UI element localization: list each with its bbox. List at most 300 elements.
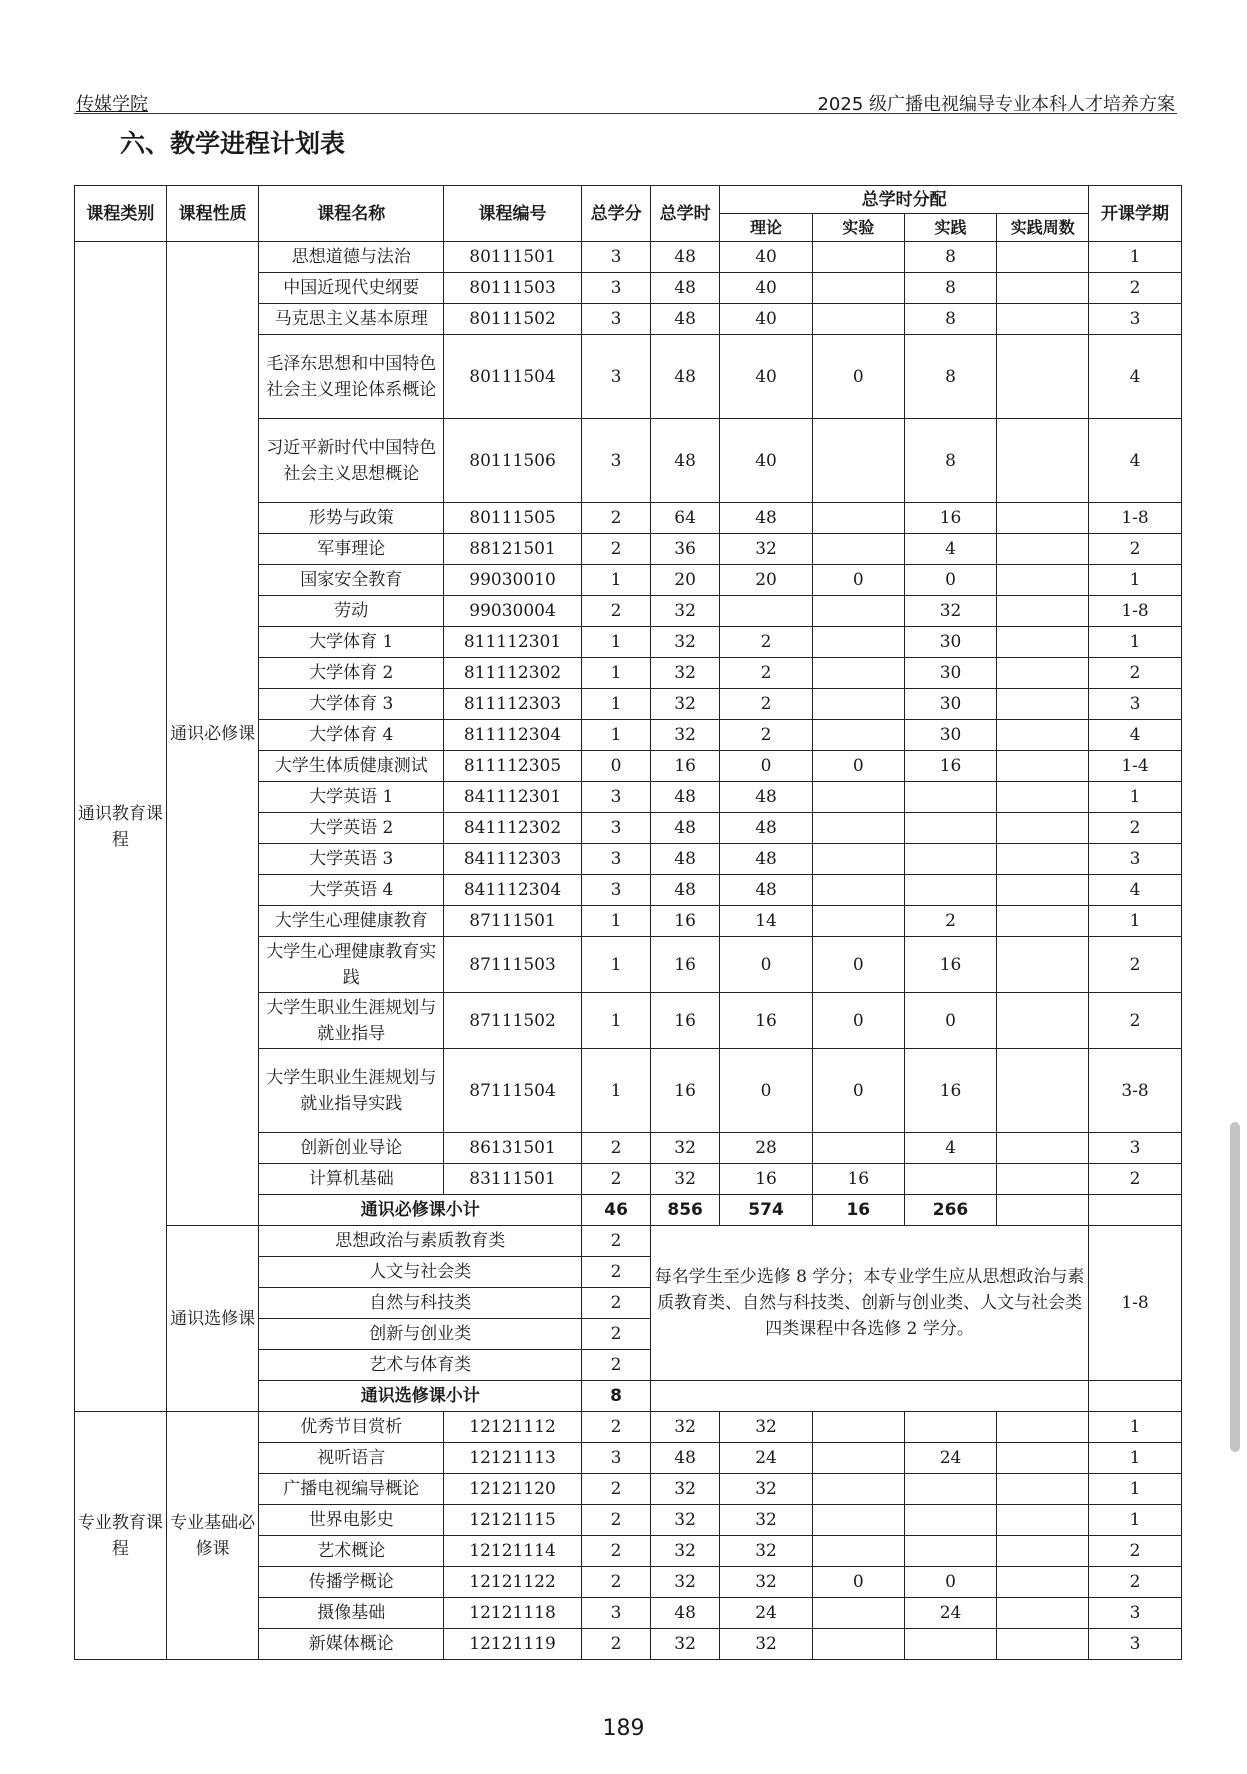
course-practice: 0 (904, 1567, 997, 1598)
course-semester: 3 (1089, 844, 1182, 875)
course-name: 大学英语 1 (259, 782, 444, 813)
course-hours: 16 (651, 1049, 720, 1133)
course-hours: 32 (651, 596, 720, 627)
course-weeks (997, 720, 1089, 751)
col-header-distribution: 总学时分配 (720, 186, 1089, 214)
course-name: 军事理论 (259, 534, 444, 565)
course-experiment: 0 (812, 565, 904, 596)
course-weeks (997, 304, 1089, 335)
course-theory: 0 (720, 751, 813, 782)
course-code: 12121113 (443, 1443, 581, 1474)
course-hours: 36 (651, 534, 720, 565)
course-experiment (812, 242, 904, 273)
course-hours: 16 (651, 751, 720, 782)
course-practice: 8 (904, 242, 997, 273)
course-name: 形势与政策 (259, 503, 444, 534)
course-name: 优秀节目赏析 (259, 1412, 444, 1443)
course-hours: 16 (651, 937, 720, 993)
course-name: 大学生职业生涯规划与就业指导实践 (259, 1049, 444, 1133)
course-practice (904, 875, 997, 906)
col-header-credits: 总学分 (582, 186, 651, 242)
course-theory: 40 (720, 419, 813, 503)
course-practice: 4 (904, 1133, 997, 1164)
course-hours: 32 (651, 1536, 720, 1567)
course-practice: 30 (904, 658, 997, 689)
course-theory: 40 (720, 242, 813, 273)
course-experiment (812, 1598, 904, 1629)
course-theory: 2 (720, 689, 813, 720)
section-title: 六、教学进程计划表 (120, 129, 346, 158)
course-theory: 16 (720, 993, 813, 1049)
course-weeks (997, 419, 1089, 503)
course-experiment (812, 273, 904, 304)
course-weeks (997, 1536, 1089, 1567)
course-theory: 20 (720, 565, 813, 596)
course-hours: 32 (651, 1164, 720, 1195)
course-code: 87111502 (443, 993, 581, 1049)
course-name: 创新创业导论 (259, 1133, 444, 1164)
subtotal-label: 通识选修课小计 (259, 1381, 582, 1412)
course-hours: 32 (651, 1505, 720, 1536)
course-name: 新媒体概论 (259, 1629, 444, 1660)
course-semester: 4 (1089, 720, 1182, 751)
course-code: 12121119 (443, 1629, 581, 1660)
course-credits: 2 (582, 1474, 651, 1505)
course-weeks (997, 875, 1089, 906)
course-experiment (812, 1629, 904, 1660)
elective-category-name: 艺术与体育类 (259, 1350, 582, 1381)
nature-general-required: 通识必修课 (166, 242, 259, 1226)
col-header-practice-weeks: 实践周数 (997, 214, 1089, 242)
course-credits: 3 (582, 844, 651, 875)
col-header-experiment: 实验 (812, 214, 904, 242)
scrollbar-thumb[interactable] (1230, 1122, 1240, 1452)
elective-category-name: 自然与科技类 (259, 1288, 582, 1319)
course-credits: 2 (582, 596, 651, 627)
course-credits: 2 (582, 1536, 651, 1567)
course-semester: 3 (1089, 1598, 1182, 1629)
course-code: 841112304 (443, 875, 581, 906)
course-name: 大学体育 3 (259, 689, 444, 720)
course-credits: 1 (582, 565, 651, 596)
course-name: 计算机基础 (259, 1164, 444, 1195)
course-practice: 8 (904, 335, 997, 419)
course-theory: 48 (720, 782, 813, 813)
course-semester: 1 (1089, 627, 1182, 658)
course-weeks (997, 1505, 1089, 1536)
table-body (75, 242, 1182, 1660)
course-practice (904, 844, 997, 875)
course-weeks (997, 813, 1089, 844)
course-experiment (812, 720, 904, 751)
course-code: 811112303 (443, 689, 581, 720)
course-weeks (997, 1412, 1089, 1443)
course-practice: 30 (904, 689, 997, 720)
course-experiment (812, 1133, 904, 1164)
course-practice (904, 1412, 997, 1443)
course-hours: 32 (651, 1133, 720, 1164)
subtotal-credits: 46 (582, 1195, 651, 1226)
course-code: 811112302 (443, 658, 581, 689)
course-semester: 2 (1089, 658, 1182, 689)
course-semester: 1 (1089, 1443, 1182, 1474)
course-weeks (997, 565, 1089, 596)
col-header-nature: 课程性质 (166, 186, 259, 242)
course-practice: 2 (904, 906, 997, 937)
course-hours: 16 (651, 906, 720, 937)
course-code: 80111503 (443, 273, 581, 304)
course-credits: 1 (582, 937, 651, 993)
course-theory: 40 (720, 273, 813, 304)
course-name: 大学生职业生涯规划与就业指导 (259, 993, 444, 1049)
course-code: 87111503 (443, 937, 581, 993)
elective-credits: 2 (582, 1288, 651, 1319)
course-code: 80111501 (443, 242, 581, 273)
course-theory: 0 (720, 937, 813, 993)
course-experiment: 16 (812, 1164, 904, 1195)
course-code: 99030010 (443, 565, 581, 596)
course-hours: 48 (651, 1598, 720, 1629)
course-name: 传播学概论 (259, 1567, 444, 1598)
course-code: 88121501 (443, 534, 581, 565)
course-semester: 1-4 (1089, 751, 1182, 782)
course-weeks (997, 782, 1089, 813)
course-theory: 32 (720, 1505, 813, 1536)
course-credits: 3 (582, 1598, 651, 1629)
course-experiment (812, 503, 904, 534)
course-semester: 2 (1089, 993, 1182, 1049)
course-name: 世界电影史 (259, 1505, 444, 1536)
course-practice: 16 (904, 751, 997, 782)
subtotal-credits: 8 (582, 1381, 651, 1412)
course-semester: 3 (1089, 304, 1182, 335)
course-semester: 1 (1089, 242, 1182, 273)
course-practice: 4 (904, 534, 997, 565)
course-name: 中国近现代史纲要 (259, 273, 444, 304)
course-hours: 48 (651, 273, 720, 304)
course-code: 80111506 (443, 419, 581, 503)
course-weeks (997, 906, 1089, 937)
course-code: 99030004 (443, 596, 581, 627)
course-experiment (812, 1536, 904, 1567)
course-credits: 3 (582, 419, 651, 503)
elective-category-name: 思想政治与素质教育类 (259, 1226, 582, 1257)
empty-cell (1089, 1195, 1182, 1226)
course-practice: 24 (904, 1443, 997, 1474)
course-theory: 40 (720, 304, 813, 335)
course-practice (904, 1474, 997, 1505)
course-name: 大学体育 1 (259, 627, 444, 658)
course-code: 80111505 (443, 503, 581, 534)
course-code: 811112304 (443, 720, 581, 751)
course-code: 811112301 (443, 627, 581, 658)
elective-credits: 2 (582, 1226, 651, 1257)
course-practice (904, 1505, 997, 1536)
course-semester: 2 (1089, 1536, 1182, 1567)
course-credits: 2 (582, 1412, 651, 1443)
course-semester: 1-8 (1089, 596, 1182, 627)
col-header-theory: 理论 (720, 214, 813, 242)
course-hours: 32 (651, 1629, 720, 1660)
course-practice: 8 (904, 304, 997, 335)
course-semester: 4 (1089, 419, 1182, 503)
course-theory: 32 (720, 1567, 813, 1598)
nature-general-elective: 通识选修课 (166, 1226, 259, 1412)
course-hours: 32 (651, 720, 720, 751)
table-row (75, 1412, 1182, 1443)
subtotal-practice: 266 (904, 1195, 997, 1226)
course-theory: 2 (720, 658, 813, 689)
course-theory: 40 (720, 335, 813, 419)
course-code: 80111504 (443, 335, 581, 419)
course-credits: 1 (582, 993, 651, 1049)
course-experiment (812, 813, 904, 844)
course-hours: 20 (651, 565, 720, 596)
category-general: 通识教育课程 (75, 242, 167, 1412)
course-credits: 2 (582, 1567, 651, 1598)
course-experiment (812, 658, 904, 689)
course-semester: 3-8 (1089, 1049, 1182, 1133)
course-practice: 16 (904, 1049, 997, 1133)
course-name: 大学生心理健康教育实践 (259, 937, 444, 993)
course-practice: 24 (904, 1598, 997, 1629)
course-credits: 2 (582, 1505, 651, 1536)
course-credits: 1 (582, 1049, 651, 1133)
course-credits: 3 (582, 813, 651, 844)
course-semester: 2 (1089, 813, 1182, 844)
course-credits: 1 (582, 906, 651, 937)
course-semester: 3 (1089, 1133, 1182, 1164)
course-name: 思想道德与法治 (259, 242, 444, 273)
course-semester: 4 (1089, 335, 1182, 419)
elective-credits: 2 (582, 1319, 651, 1350)
subtotal-hours: 856 (651, 1195, 720, 1226)
course-experiment (812, 596, 904, 627)
course-hours: 32 (651, 1567, 720, 1598)
course-semester: 4 (1089, 875, 1182, 906)
course-weeks (997, 1629, 1089, 1660)
course-theory: 32 (720, 1474, 813, 1505)
col-header-category: 课程类别 (75, 186, 167, 242)
course-theory: 16 (720, 1164, 813, 1195)
teaching-plan-table (74, 185, 1182, 1660)
course-weeks (997, 503, 1089, 534)
course-name: 广播电视编导概论 (259, 1474, 444, 1505)
course-weeks (997, 1567, 1089, 1598)
course-practice: 0 (904, 993, 997, 1049)
course-semester: 1 (1089, 1412, 1182, 1443)
course-code: 83111501 (443, 1164, 581, 1195)
course-credits: 2 (582, 1164, 651, 1195)
course-experiment (812, 1474, 904, 1505)
course-credits: 3 (582, 273, 651, 304)
empty-cell (1089, 1381, 1182, 1412)
course-weeks (997, 596, 1089, 627)
course-name: 大学生体质健康测试 (259, 751, 444, 782)
course-experiment (812, 627, 904, 658)
course-experiment: 0 (812, 1049, 904, 1133)
course-theory (720, 596, 813, 627)
course-code: 841112302 (443, 813, 581, 844)
course-credits: 1 (582, 689, 651, 720)
course-hours: 32 (651, 1474, 720, 1505)
course-name: 大学英语 4 (259, 875, 444, 906)
course-name: 视听语言 (259, 1443, 444, 1474)
course-hours: 48 (651, 242, 720, 273)
course-semester: 2 (1089, 534, 1182, 565)
course-credits: 3 (582, 242, 651, 273)
header-divider (74, 113, 1177, 114)
course-practice (904, 1536, 997, 1567)
course-weeks (997, 658, 1089, 689)
course-hours: 64 (651, 503, 720, 534)
category-professional: 专业教育课程 (75, 1412, 167, 1660)
course-code: 811112305 (443, 751, 581, 782)
course-credits: 1 (582, 627, 651, 658)
course-theory: 2 (720, 720, 813, 751)
course-theory: 32 (720, 1629, 813, 1660)
course-hours: 48 (651, 875, 720, 906)
course-weeks (997, 937, 1089, 993)
course-weeks (997, 242, 1089, 273)
course-weeks (997, 335, 1089, 419)
course-practice: 0 (904, 565, 997, 596)
table-header-row (75, 186, 1182, 214)
course-code: 86131501 (443, 1133, 581, 1164)
header-program-title: 2025 级广播电视编导专业本科人才培养方案 (817, 94, 1175, 115)
course-credits: 1 (582, 720, 651, 751)
course-credits: 2 (582, 1629, 651, 1660)
course-weeks (997, 751, 1089, 782)
course-code: 87111501 (443, 906, 581, 937)
course-theory: 28 (720, 1133, 813, 1164)
course-name: 摄像基础 (259, 1598, 444, 1629)
empty-cell (997, 1195, 1089, 1226)
col-header-hours: 总学时 (651, 186, 720, 242)
course-semester: 1 (1089, 782, 1182, 813)
elective-note: 每名学生至少选修 8 学分；本专业学生应从思想政治与素质教育类、自然与科技类、创新与创业类、人文与社会类四类课程中各选修 2 学分。 (651, 1226, 1089, 1381)
course-weeks (997, 1164, 1089, 1195)
course-practice: 30 (904, 627, 997, 658)
course-credits: 3 (582, 782, 651, 813)
course-hours: 32 (651, 627, 720, 658)
course-experiment (812, 1412, 904, 1443)
course-experiment: 0 (812, 1567, 904, 1598)
course-weeks (997, 844, 1089, 875)
course-experiment (812, 689, 904, 720)
course-experiment (812, 1505, 904, 1536)
course-hours: 32 (651, 689, 720, 720)
course-theory: 24 (720, 1443, 813, 1474)
course-name: 大学体育 2 (259, 658, 444, 689)
course-name: 马克思主义基本原理 (259, 304, 444, 335)
course-hours: 32 (651, 1412, 720, 1443)
course-code: 841112303 (443, 844, 581, 875)
col-header-name: 课程名称 (259, 186, 444, 242)
course-code: 12121122 (443, 1567, 581, 1598)
header-institution: 传媒学院 (76, 94, 148, 115)
course-practice (904, 782, 997, 813)
empty-cell (651, 1381, 1089, 1412)
course-name: 毛泽东思想和中国特色社会主义理论体系概论 (259, 335, 444, 419)
course-semester: 3 (1089, 1629, 1182, 1660)
course-hours: 16 (651, 993, 720, 1049)
course-experiment: 0 (812, 751, 904, 782)
elective-credits: 2 (582, 1350, 651, 1381)
course-theory: 48 (720, 844, 813, 875)
course-experiment (812, 1443, 904, 1474)
course-experiment: 0 (812, 993, 904, 1049)
course-name: 艺术概论 (259, 1536, 444, 1567)
nature-professional-required: 专业基础必修课 (166, 1412, 259, 1660)
subtotal-label: 通识必修课小计 (259, 1195, 582, 1226)
course-name: 国家安全教育 (259, 565, 444, 596)
course-name: 大学生心理健康教育 (259, 906, 444, 937)
course-code: 12121112 (443, 1412, 581, 1443)
course-hours: 48 (651, 782, 720, 813)
course-practice (904, 1164, 997, 1195)
table-row (75, 1226, 1182, 1257)
course-experiment: 0 (812, 335, 904, 419)
col-header-practice: 实践 (904, 214, 997, 242)
course-experiment (812, 875, 904, 906)
course-weeks (997, 534, 1089, 565)
course-credits: 1 (582, 658, 651, 689)
course-semester: 1 (1089, 1505, 1182, 1536)
course-theory: 24 (720, 1598, 813, 1629)
course-theory: 32 (720, 1412, 813, 1443)
course-code: 12121118 (443, 1598, 581, 1629)
col-header-semester: 开课学期 (1089, 186, 1182, 242)
course-semester: 1 (1089, 906, 1182, 937)
course-theory: 2 (720, 627, 813, 658)
course-practice (904, 813, 997, 844)
course-hours: 48 (651, 419, 720, 503)
course-theory: 48 (720, 503, 813, 534)
course-name: 大学英语 3 (259, 844, 444, 875)
course-practice: 8 (904, 273, 997, 304)
course-weeks (997, 993, 1089, 1049)
course-name: 劳动 (259, 596, 444, 627)
course-name: 习近平新时代中国特色社会主义思想概论 (259, 419, 444, 503)
course-credits: 3 (582, 875, 651, 906)
course-semester: 3 (1089, 689, 1182, 720)
course-practice: 16 (904, 503, 997, 534)
elective-category-name: 创新与创业类 (259, 1319, 582, 1350)
course-experiment (812, 534, 904, 565)
course-semester: 2 (1089, 1567, 1182, 1598)
course-credits: 2 (582, 1133, 651, 1164)
course-credits: 3 (582, 1443, 651, 1474)
course-hours: 48 (651, 335, 720, 419)
course-practice: 16 (904, 937, 997, 993)
course-code: 12121115 (443, 1505, 581, 1536)
course-theory: 48 (720, 875, 813, 906)
course-name: 大学体育 4 (259, 720, 444, 751)
course-theory: 32 (720, 1536, 813, 1567)
course-semester: 2 (1089, 273, 1182, 304)
course-hours: 48 (651, 813, 720, 844)
course-semester: 1 (1089, 565, 1182, 596)
table-row (75, 242, 1182, 273)
course-practice: 30 (904, 720, 997, 751)
course-code: 12121114 (443, 1536, 581, 1567)
course-experiment (812, 906, 904, 937)
course-semester: 2 (1089, 1164, 1182, 1195)
course-weeks (997, 1049, 1089, 1133)
course-credits: 2 (582, 534, 651, 565)
elective-semester: 1-8 (1089, 1226, 1182, 1381)
